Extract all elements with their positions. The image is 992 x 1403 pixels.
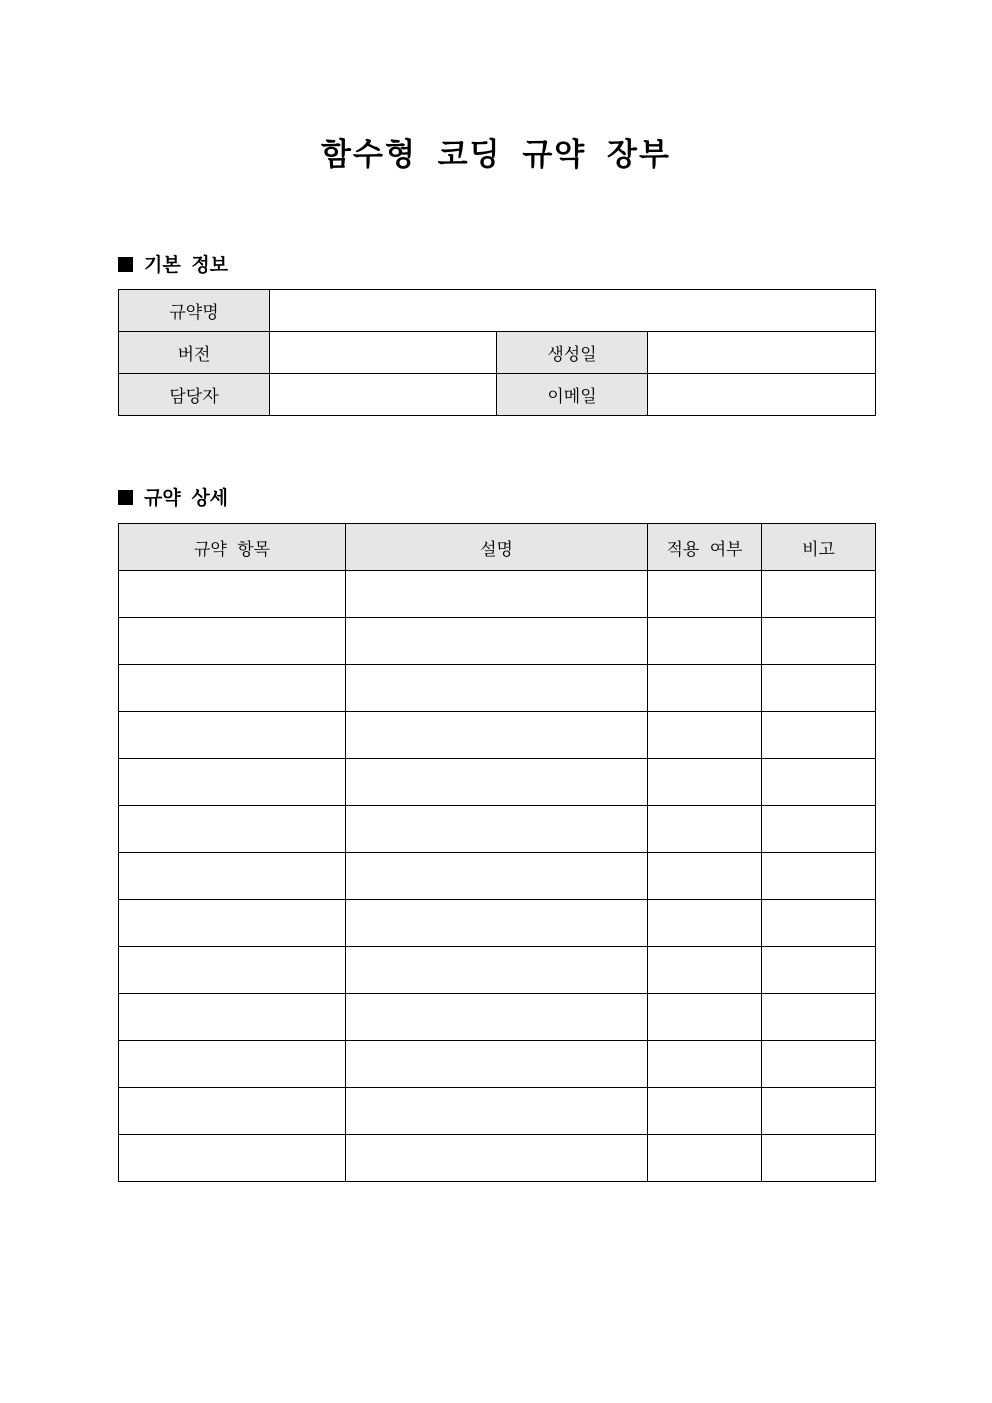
info-row-version (119, 332, 876, 374)
rule-details-body (119, 571, 876, 1182)
description-cell[interactable] (346, 1135, 648, 1182)
email-label: 이메일 (497, 374, 648, 416)
rule-item-cell[interactable] (119, 994, 346, 1041)
rule-item-cell[interactable] (119, 618, 346, 665)
description-cell[interactable] (346, 1088, 648, 1135)
description-cell[interactable] (346, 1041, 648, 1088)
table-row (119, 1135, 876, 1182)
name-value-field[interactable] (270, 290, 876, 332)
table-row (119, 900, 876, 947)
applied-cell[interactable] (648, 806, 762, 853)
description-cell[interactable] (346, 853, 648, 900)
rule-item-cell[interactable] (119, 947, 346, 994)
description-cell[interactable] (346, 900, 648, 947)
description-cell[interactable] (346, 806, 648, 853)
applied-cell[interactable] (648, 900, 762, 947)
rule-details-heading-text: 규약 상세 (144, 487, 229, 509)
remarks-cell[interactable] (762, 994, 876, 1041)
rule-item-cell[interactable] (119, 759, 346, 806)
table-row (119, 806, 876, 853)
table-row (119, 571, 876, 618)
created-date-value-field[interactable] (648, 332, 876, 374)
applied-cell[interactable] (648, 571, 762, 618)
basic-info-heading (118, 252, 228, 278)
rule-item-cell[interactable] (119, 900, 346, 947)
remarks-cell[interactable] (762, 665, 876, 712)
applied-cell[interactable] (648, 1088, 762, 1135)
table-row (119, 759, 876, 806)
description-cell[interactable] (346, 947, 648, 994)
applied-cell[interactable] (648, 712, 762, 759)
owner-value-field[interactable] (270, 374, 497, 416)
table-row (119, 1088, 876, 1135)
rule-item-cell[interactable] (119, 571, 346, 618)
email-value-field[interactable] (648, 374, 876, 416)
description-cell[interactable] (346, 712, 648, 759)
remarks-cell[interactable] (762, 900, 876, 947)
description-cell[interactable] (346, 665, 648, 712)
table-row (119, 665, 876, 712)
rule-item-cell[interactable] (119, 1041, 346, 1088)
document-title: 함수형 코딩 규약 장부 (321, 137, 671, 173)
applied-cell[interactable] (648, 994, 762, 1041)
info-row-owner (119, 374, 876, 416)
square-bullet-icon (118, 257, 133, 272)
owner-label: 담당자 (119, 374, 270, 416)
applied-cell[interactable] (648, 759, 762, 806)
applied-cell[interactable] (648, 853, 762, 900)
rule-details-heading (118, 485, 228, 511)
table-row (119, 1041, 876, 1088)
created-date-label: 생성일 (497, 332, 648, 374)
basic-info-table (118, 289, 876, 416)
remarks-cell[interactable] (762, 1088, 876, 1135)
name-label: 규약명 (119, 290, 270, 332)
remarks-cell[interactable] (762, 571, 876, 618)
table-row (119, 712, 876, 759)
rule-item-cell[interactable] (119, 1088, 346, 1135)
table-row (119, 947, 876, 994)
column-header-rule-item: 규약 항목 (119, 524, 346, 571)
remarks-cell[interactable] (762, 806, 876, 853)
table-row (119, 618, 876, 665)
rule-details-table (118, 523, 876, 1182)
version-label: 버전 (119, 332, 270, 374)
basic-info-heading-text: 기본 정보 (144, 254, 229, 276)
applied-cell[interactable] (648, 1135, 762, 1182)
column-header-description: 설명 (346, 524, 648, 571)
square-bullet-icon (118, 490, 133, 505)
description-cell[interactable] (346, 571, 648, 618)
table-row (119, 994, 876, 1041)
remarks-cell[interactable] (762, 1135, 876, 1182)
rule-item-cell[interactable] (119, 853, 346, 900)
column-header-remarks: 비고 (762, 524, 876, 571)
applied-cell[interactable] (648, 665, 762, 712)
remarks-cell[interactable] (762, 853, 876, 900)
applied-cell[interactable] (648, 947, 762, 994)
rule-item-cell[interactable] (119, 665, 346, 712)
info-row-name (119, 290, 876, 332)
column-header-applied: 적용 여부 (648, 524, 762, 571)
remarks-cell[interactable] (762, 1041, 876, 1088)
table-row (119, 853, 876, 900)
remarks-cell[interactable] (762, 947, 876, 994)
remarks-cell[interactable] (762, 759, 876, 806)
applied-cell[interactable] (648, 1041, 762, 1088)
rule-item-cell[interactable] (119, 712, 346, 759)
table-header-row (119, 524, 876, 571)
remarks-cell[interactable] (762, 712, 876, 759)
version-value-field[interactable] (270, 332, 497, 374)
rule-item-cell[interactable] (119, 1135, 346, 1182)
description-cell[interactable] (346, 618, 648, 665)
description-cell[interactable] (346, 759, 648, 806)
applied-cell[interactable] (648, 618, 762, 665)
description-cell[interactable] (346, 994, 648, 1041)
rule-item-cell[interactable] (119, 806, 346, 853)
remarks-cell[interactable] (762, 618, 876, 665)
